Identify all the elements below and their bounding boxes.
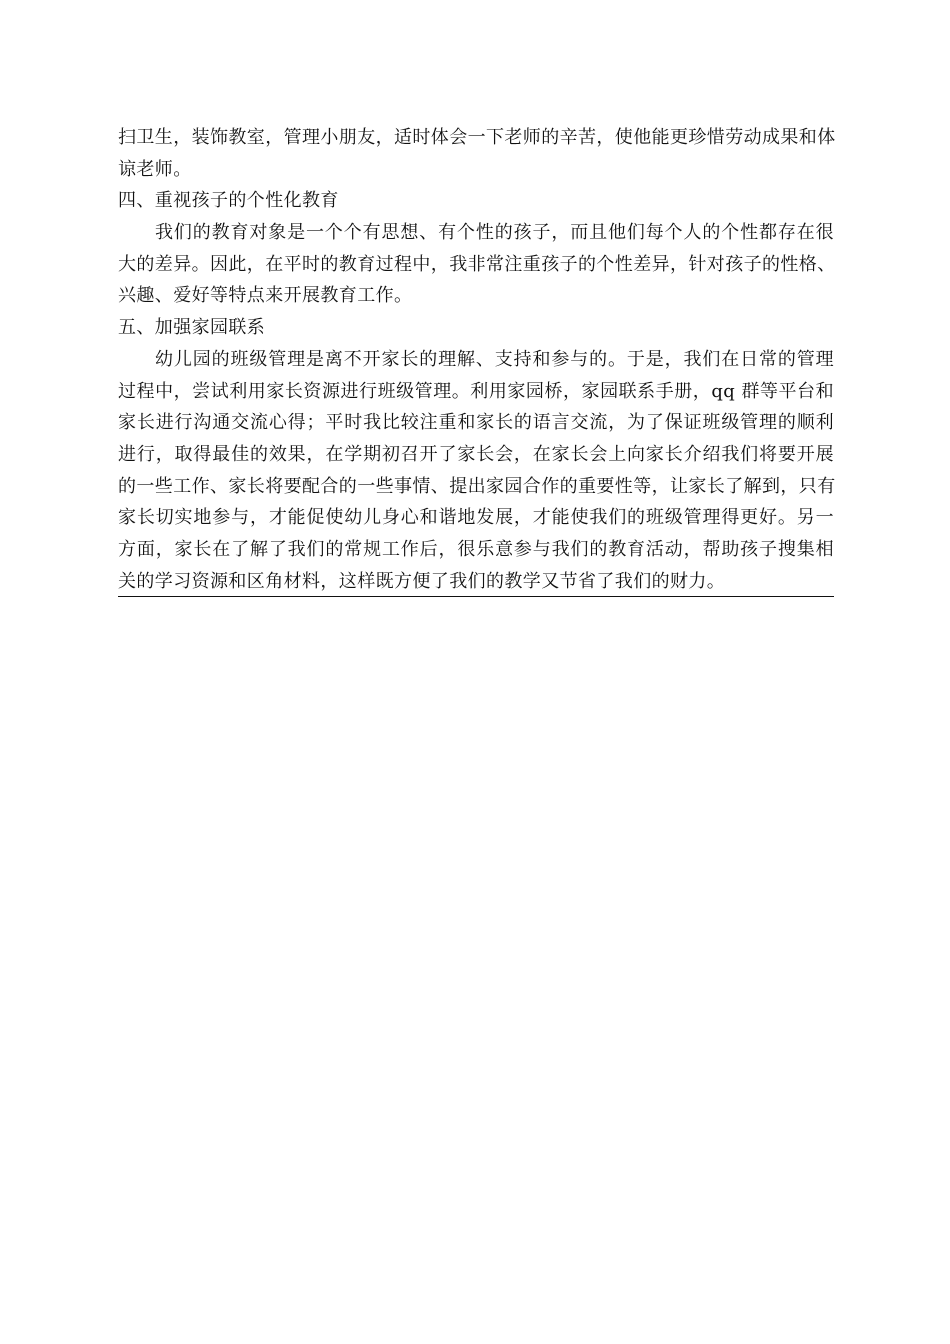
- paragraph-line: 扫卫生，装饰教室，管理小朋友，适时体会一下老师的辛苦，使他能更珍惜劳动成果和体: [118, 127, 836, 148]
- paragraph-line: 幼儿园的班级管理是离不开家长的理解、支持和参与的。于是，我们在日常的管理: [155, 348, 834, 370]
- paragraph-line: 家长进行沟通交流心得；平时我比较注重和家长的语言交流，为了保证班级管理的顺利: [118, 412, 834, 434]
- paragraph-last-line: 关的学习资源和区角材料，这样既方便了我们的教学又节省了我们的财力。: [118, 566, 834, 598]
- paragraph-line: 进行，取得最佳的效果，在学期初召开了家长会，在家长会上向家长介绍我们将要开展: [118, 443, 834, 465]
- section-heading: 四、重视孩子的个性化教育: [118, 190, 339, 212]
- paragraph-line: 家长切实地参与，才能促使幼儿身心和谐地发展，才能使我们的班级管理得更好。另一: [118, 507, 834, 529]
- document-page: [118, 122, 834, 597]
- paragraph-line: 大的差异。因此，在平时的教育过程中，我非常注重孩子的个性差异，针对孩子的性格、: [118, 253, 836, 275]
- paragraph-line: 谅老师。: [118, 158, 192, 180]
- paragraph-line: 我们的教育对象是一个个有思想、有个性的孩子，而且他们每个人的个性都存在很: [155, 222, 834, 244]
- section-heading: 五、加强家园联系: [118, 317, 266, 339]
- paragraph-line: 的一些工作、家长将要配合的一些事情、提出家园合作的重要性等，让家长了解到，只有: [118, 475, 836, 497]
- paragraph-line: 过程中，尝试利用家长资源进行班级管理。利用家园桥，家园联系手册，qq 群等平台和: [118, 380, 834, 402]
- paragraph-line: 方面，家长在了解了我们的常规工作后，很乐意参与我们的教育活动，帮助孩子搜集相: [118, 538, 834, 560]
- paragraph-line: 兴趣、爱好等特点来开展教育工作。: [118, 285, 413, 307]
